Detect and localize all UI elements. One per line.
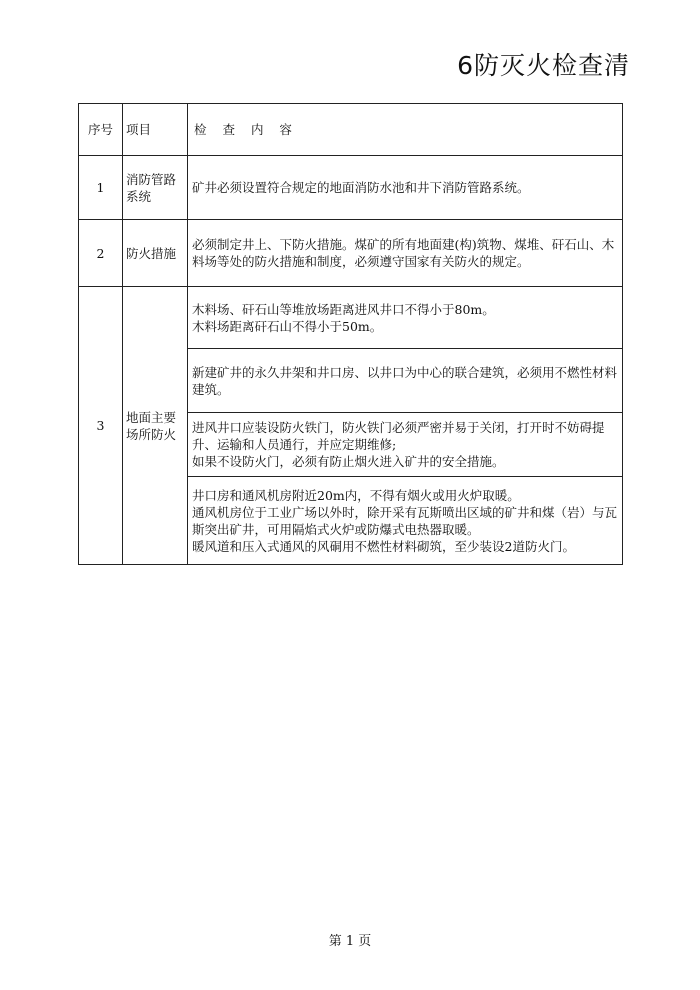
- header-item: 项目: [123, 104, 188, 156]
- content-line: 木料场、矸石山等堆放场距离进风井口不得小于80m。: [192, 301, 495, 317]
- table-header-row: [79, 104, 623, 156]
- row-content: [188, 156, 623, 220]
- row-item: 防火措施: [123, 220, 188, 287]
- page-title: 6防灭火检查清: [457, 51, 630, 80]
- content-line: 木料场距离矸石山不得小于50m。: [192, 318, 383, 334]
- sub-row-content: [188, 349, 623, 413]
- content-line: 必须制定井上、下防火措施。煤矿的所有地面建(构)筑物、煤堆、矸石山、木料场等处的防火措施和制度，必须遵守国家有关防火的规定。: [192, 237, 615, 269]
- table-row: [79, 220, 623, 287]
- content-line: 进风井口应装设防火铁门，防火铁门必须严密并易于关闭，打开时不妨碍提升、运输和人员通行，并应定期维修;: [192, 420, 605, 452]
- content-line: 矿井必须设置符合规定的地面消防水池和井下消防管路系统。: [192, 180, 530, 195]
- content-line: 暖风道和压入式通风的风硐用不燃性材料砌筑，至少装设2道防火门。: [192, 538, 575, 554]
- table-row: [79, 287, 623, 349]
- page-number: 第 1 页: [328, 934, 372, 949]
- row-item: 地面主要场所防火: [123, 287, 188, 565]
- row-no: 1: [79, 156, 123, 220]
- content-line: 井口房和通风机房附近20m内，不得有烟火或用火炉取暖。: [192, 487, 520, 503]
- row-content: [188, 220, 623, 287]
- sub-row-content: [188, 287, 623, 349]
- row-no: 2: [79, 220, 123, 287]
- row-item: 消防管路系统: [123, 156, 188, 220]
- content-line: 通风机房位于工业广场以外时，除开采有瓦斯喷出区域的矿井和煤（岩）与瓦斯突出矿井，可用隔焰式火炉或防爆式电热器取暖。: [192, 504, 618, 537]
- header-content: 检 查 内 容: [188, 104, 623, 156]
- sub-row-content: [188, 477, 623, 565]
- inspection-table: [78, 103, 623, 565]
- header-no: 序号: [79, 104, 123, 156]
- content-line: 如果不设防火门，必须有防止烟火进入矿井的安全措施。: [192, 454, 505, 469]
- content-line: 新建矿井的永久井架和井口房、以井口为中心的联合建筑，必须用不燃性材料建筑。: [192, 364, 618, 397]
- row-no: 3: [79, 287, 123, 565]
- table-row: [79, 156, 623, 220]
- sub-row-content: [188, 413, 623, 477]
